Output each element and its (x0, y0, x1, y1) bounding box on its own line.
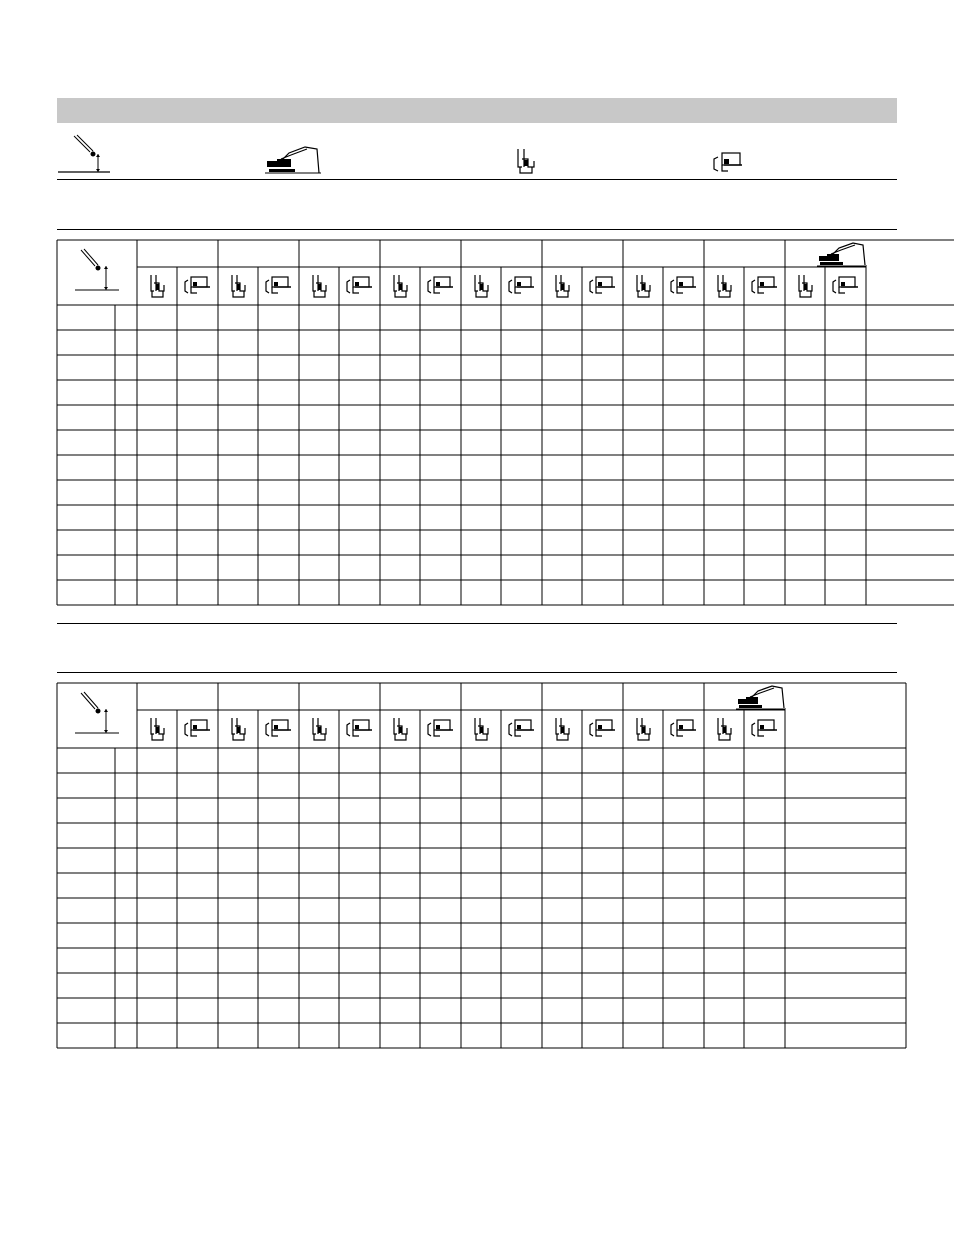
over-side-rating-icon (266, 720, 291, 736)
over-front-rating-icon (556, 718, 569, 740)
over-front-rating-icon (394, 718, 407, 740)
over-side-rating-icon (590, 720, 615, 736)
over-side-rating-icon (671, 720, 696, 736)
over-side-rating-icon (428, 720, 453, 736)
over-side-rating-icon (185, 720, 210, 736)
over-side-rating-icon (347, 720, 372, 736)
over-front-rating-icon (718, 718, 731, 740)
over-front-rating-icon (313, 718, 326, 740)
excavator-icon (736, 686, 786, 709)
over-front-rating-icon (637, 718, 650, 740)
hook-height-icon (75, 692, 119, 733)
over-side-rating-icon (752, 720, 777, 736)
over-front-rating-icon (232, 718, 245, 740)
over-front-rating-icon (475, 718, 488, 740)
over-side-rating-icon (509, 720, 534, 736)
over-front-rating-icon (151, 718, 164, 740)
